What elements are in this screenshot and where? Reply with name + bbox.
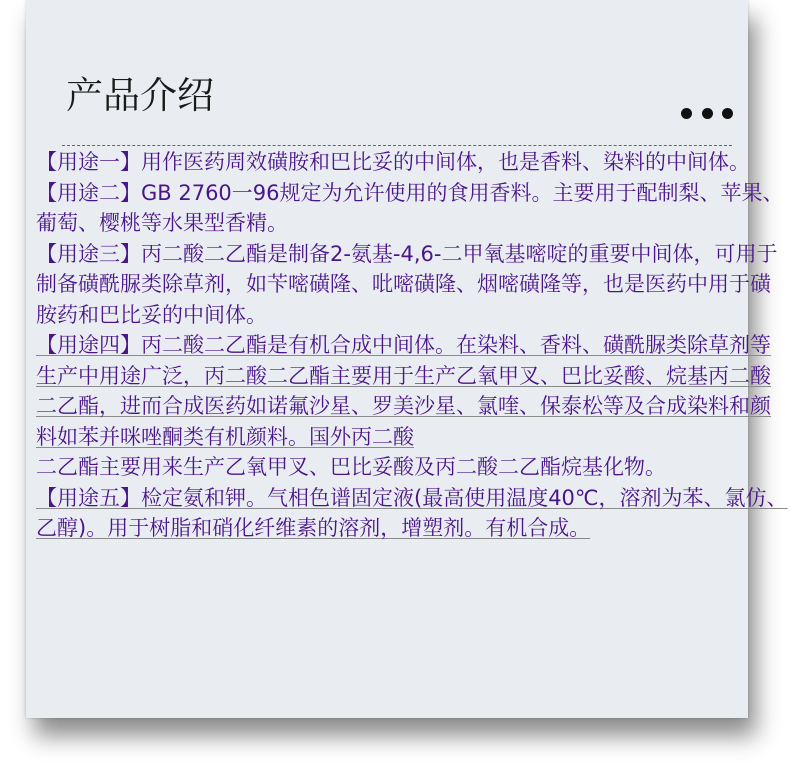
- more-dots-icon: [702, 108, 713, 119]
- title-divider: [62, 145, 732, 146]
- use-4-paragraph: 【用途四】丙二酸二乙酯是有机合成中间体。在染料、香料、磺酰脲类除草剂等生产中用途广泛，丙二酸二乙酯主要用于生产乙氧甲叉、巴比妥酸、烷基丙二酸二乙酯，进而合成医药如诺氟沙星、罗美沙星、氯喹、保泰松等及合成染料和颜料如苯并咪唑酮类有机颜料。国外丙二酸: [36, 333, 771, 449]
- use-2-paragraph: 【用途二】GB 2760一96规定为允许使用的食用香料。主要用于配制梨、苹果、葡萄、樱桃等水果型香精。: [36, 180, 784, 235]
- more-dots-icon: [722, 108, 733, 119]
- product-description: [36, 147, 788, 544]
- more-dots-icon: [681, 108, 692, 119]
- use-3-paragraph: 【用途三】丙二酸二乙酯是制备2-氨基-4,6-二甲氧基嘧啶的重要中间体，可用于制备磺酰脲类除草剂，如苄嘧磺隆、吡嘧磺隆、烟嘧磺隆等，也是医药中用于磺胺药和巴比妥的中间体。: [36, 241, 778, 327]
- page-title: 产品介绍: [66, 74, 214, 117]
- use-4-continuation: 二乙酯主要用来生产乙氧甲叉、巴比妥酸及丙二酸二乙酯烷基化物。: [36, 455, 666, 479]
- use-5-paragraph: 【用途五】检定氨和钾。气相色谱固定液(最高使用温度40℃，溶剂为苯、氯仿、乙醇)。用于树脂和硝化纤维素的溶剂，增塑剂。有机合成。: [36, 485, 788, 540]
- more-options-button[interactable]: [681, 106, 733, 120]
- use-1-paragraph: 【用途一】用作医药周效磺胺和巴比妥的中间体，也是香料、染料的中间体。: [36, 150, 750, 174]
